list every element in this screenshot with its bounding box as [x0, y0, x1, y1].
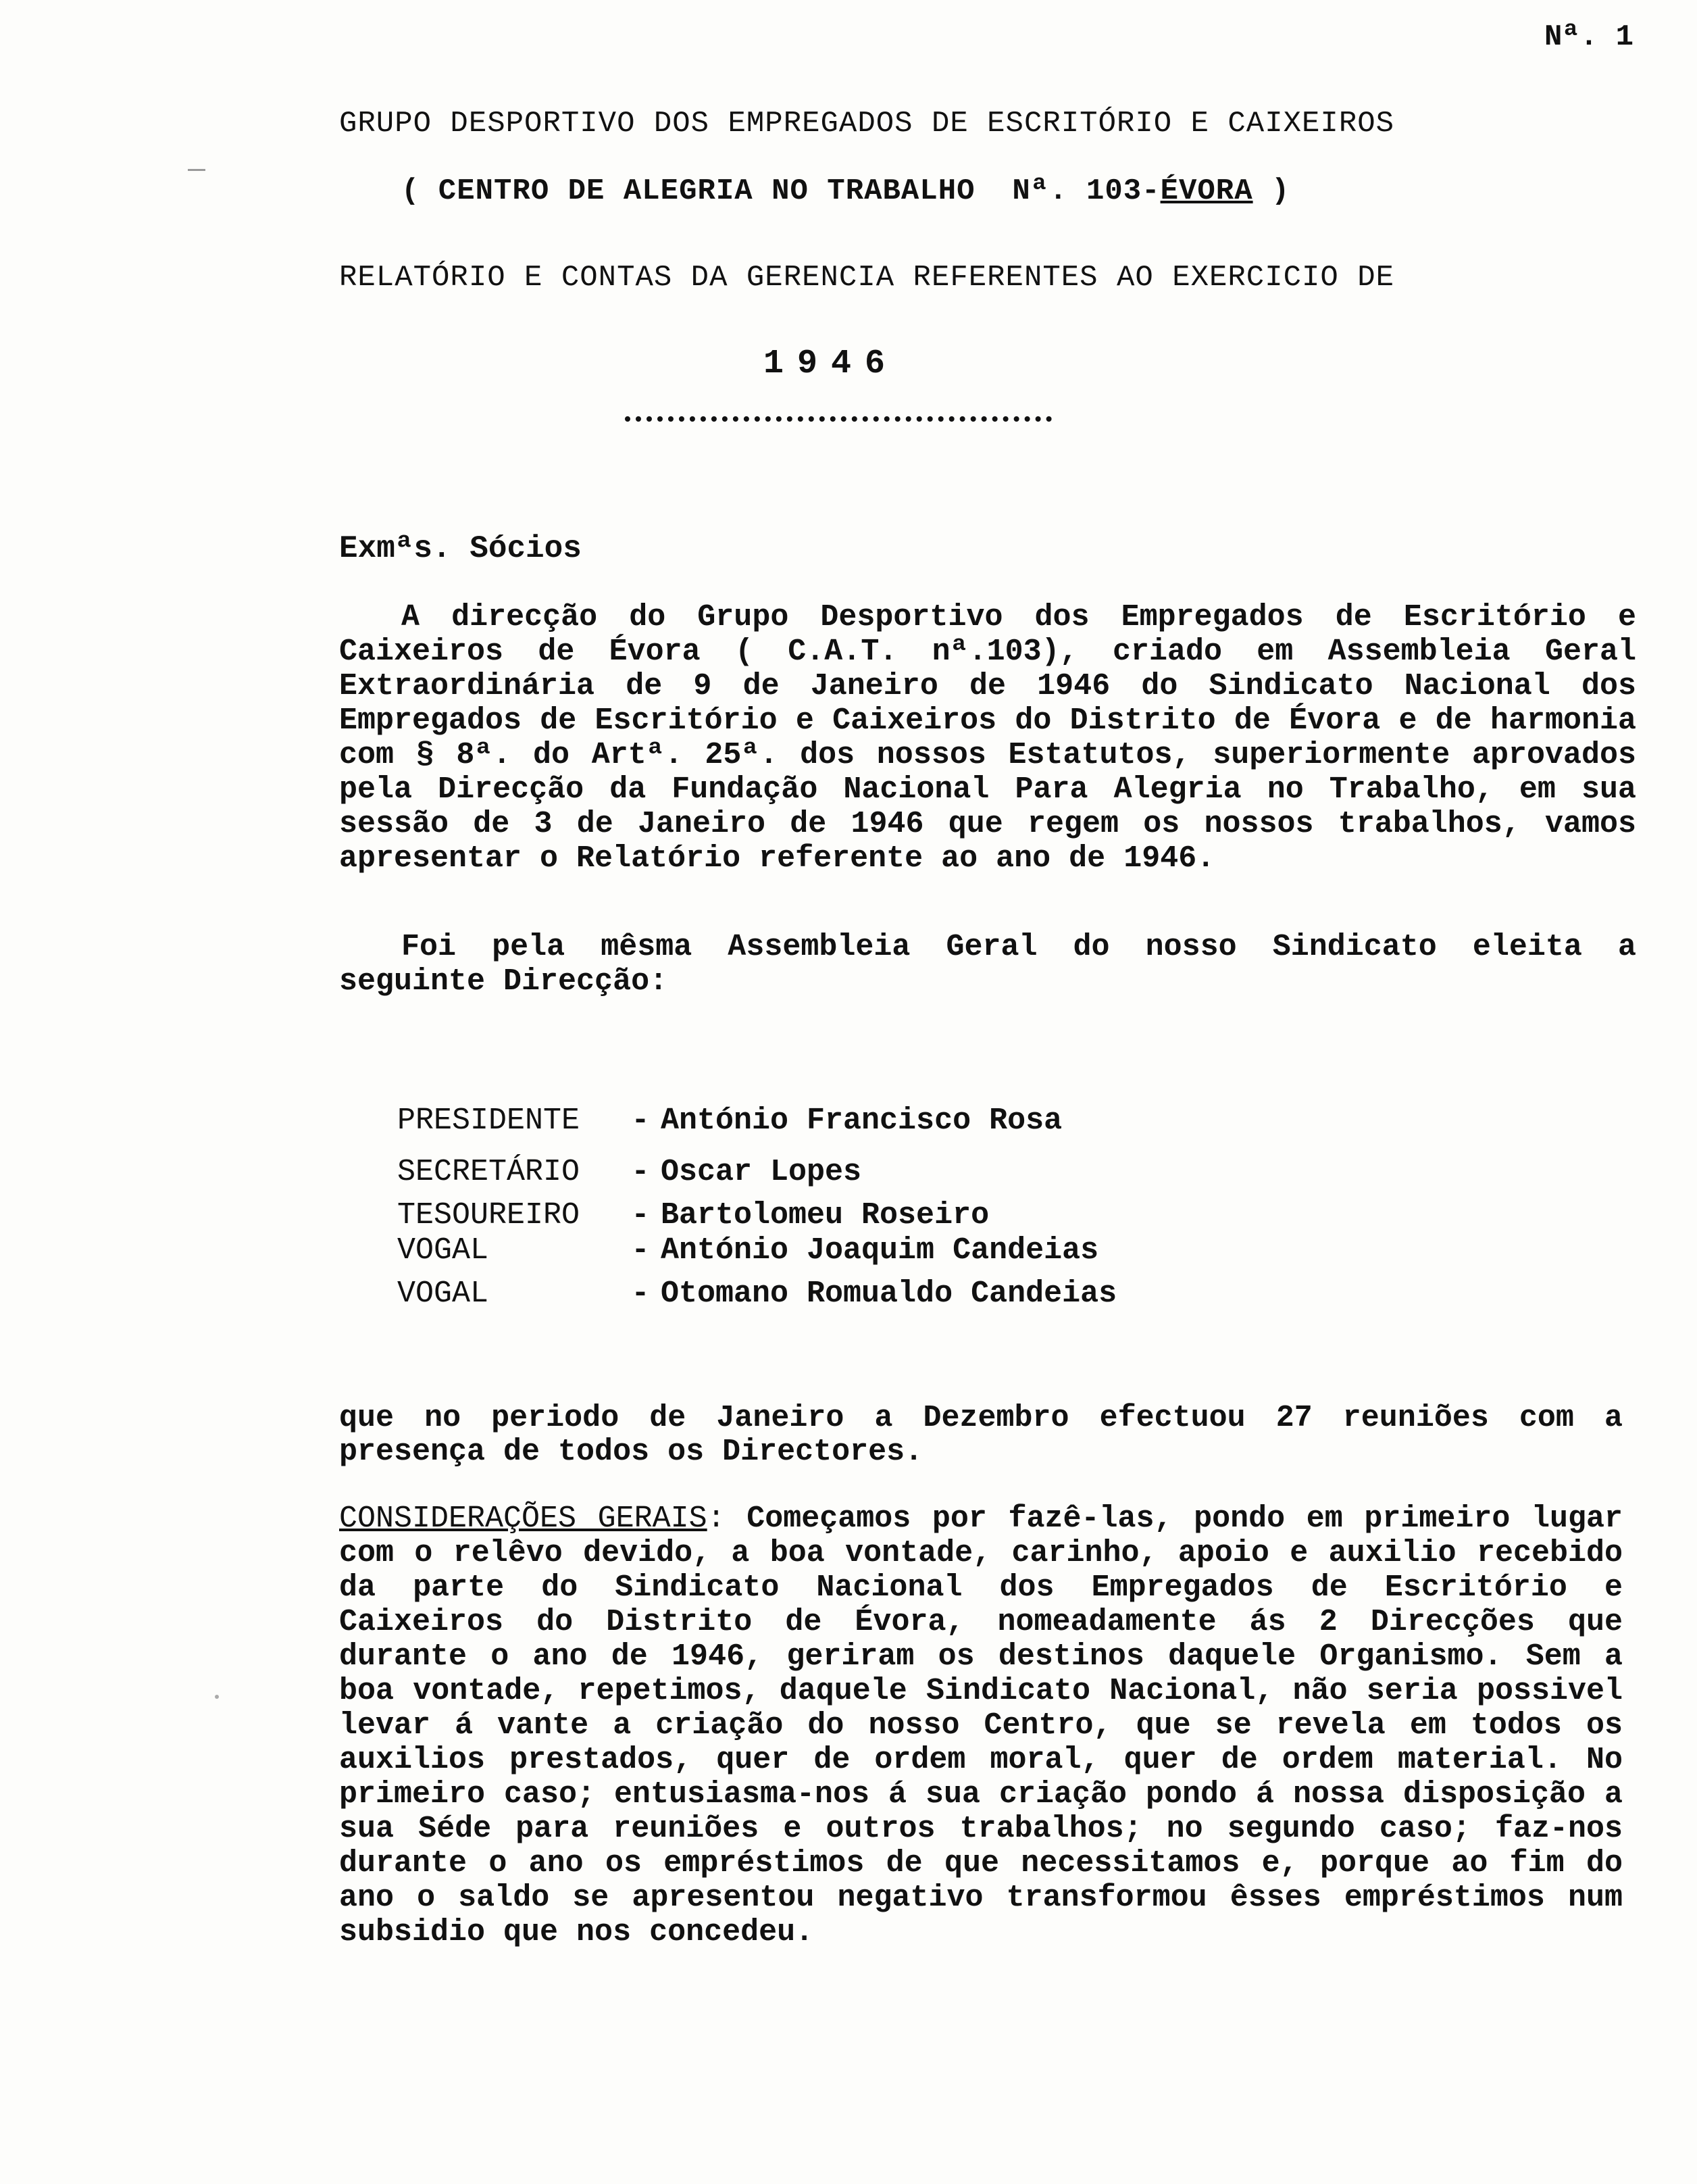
board-role: SECRETÁRIO	[397, 1154, 580, 1189]
board-name: Otomano Romualdo Candeias	[661, 1276, 1117, 1311]
board-name: António Joaquim Candeias	[661, 1233, 1099, 1268]
header-year: 1946	[763, 345, 899, 383]
header-centre-text: ( CENTRO DE ALEGRIA NO TRABALHO Nª. 103-	[401, 174, 1161, 208]
board-role: VOGAL	[397, 1276, 489, 1311]
considerations-colon: :	[707, 1502, 747, 1536]
board-role: TESOUREIRO	[397, 1197, 580, 1233]
header-city: ÉVORA	[1160, 174, 1253, 208]
board-name: António Francisco Rosa	[661, 1103, 1063, 1138]
page-number: Nª. 1	[1544, 20, 1633, 54]
election-paragraph: Foi pela mêsma Assembleia Geral do nosso Sindicato eleita a seguinte Direcção:	[339, 930, 1636, 999]
board-dash: -	[631, 1233, 650, 1268]
board-list	[397, 1095, 1117, 1319]
board-role: VOGAL	[397, 1233, 489, 1268]
board-dash: -	[631, 1276, 650, 1311]
board-name: Oscar Lopes	[661, 1154, 862, 1189]
board-member	[397, 1146, 1117, 1197]
considerations-body: Começamos por fazê-las, pondo em primeiro lugar com o relêvo devido, a boa vontade, carinho, apoio e auxilio recebido da parte do Sindicato Nacional dos Empregados de Escritório e Caixeiros do Distrito de Évora, nomeadamente ás 2 Direcções que durante o ano de 1946, geriram os destinos daquele Organismo. Sem a boa vontade, repetimos, daquele Sindicato Nacional, não seria possivel levar á vante a criação do nosso Centro, que se revela em todos os auxilios prestados, quer de ordem moral, quer de ordem material. No primeiro caso; entusiasma-nos á sua criação pondo á nossa disposição a sua Séde para reuniões e outros trabalhos; no segundo caso; faz-nos durante o ano os empréstimos de que necessitamos e, porque ao fim do ano o saldo se apresentou negativo transformou êsses empréstimos num subsidio que nos concedeu.	[339, 1502, 1623, 1950]
salutation: Exmªs. Sócios	[339, 531, 582, 566]
header-organization: GRUPO DESPORTIVO DOS EMPREGADOS DE ESCRITÓRIO E CAIXEIROS	[339, 107, 1395, 141]
board-member	[397, 1095, 1117, 1146]
board-name: Bartolomeu Roseiro	[661, 1197, 990, 1233]
paper-speck	[215, 1695, 219, 1699]
board-member	[397, 1197, 1117, 1233]
board-dash: -	[631, 1197, 650, 1233]
intro-paragraph: A direcção do Grupo Desportivo dos Empregados de Escritório e Caixeiros de Évora ( C.A.T. nª.103), criado em Assembleia Geral Extraordinária de 9 de Janeiro de 1946 do Sindicato Nacional dos Empregados de Escritório e Caixeiros do Distrito de Évora e de harmonia com § 8ª. do Artª. 25ª. dos nossos Estatutos, superiormente aprovados pela Direcção da Fundação Nacional Para Alegria no Trabalho, em sua sessão de 3 de Janeiro de 1946 que regem os nossos trabalhos, vamos apresentar o Relatório referente ao ano de 1946.	[339, 600, 1636, 876]
meetings-paragraph: que no periodo de Janeiro a Dezembro efectuou 27 reuniões com a presença de todos os Directores.	[339, 1401, 1623, 1469]
considerations-heading: CONSIDERAÇÕES GERAIS	[339, 1502, 707, 1536]
header-report-title: RELATÓRIO E CONTAS DA GERENCIA REFERENTES AO EXERCICIO DE	[339, 261, 1395, 295]
board-dash: -	[631, 1154, 650, 1189]
board-dash: -	[631, 1103, 650, 1138]
header-centre	[401, 174, 1290, 208]
header-centre-close: )	[1252, 174, 1290, 208]
board-member	[397, 1268, 1117, 1319]
margin-mark	[188, 169, 205, 171]
considerations-paragraph	[339, 1502, 1623, 1950]
board-member	[397, 1233, 1117, 1268]
board-role: PRESIDENTE	[397, 1103, 580, 1138]
header-rule	[625, 416, 1052, 422]
